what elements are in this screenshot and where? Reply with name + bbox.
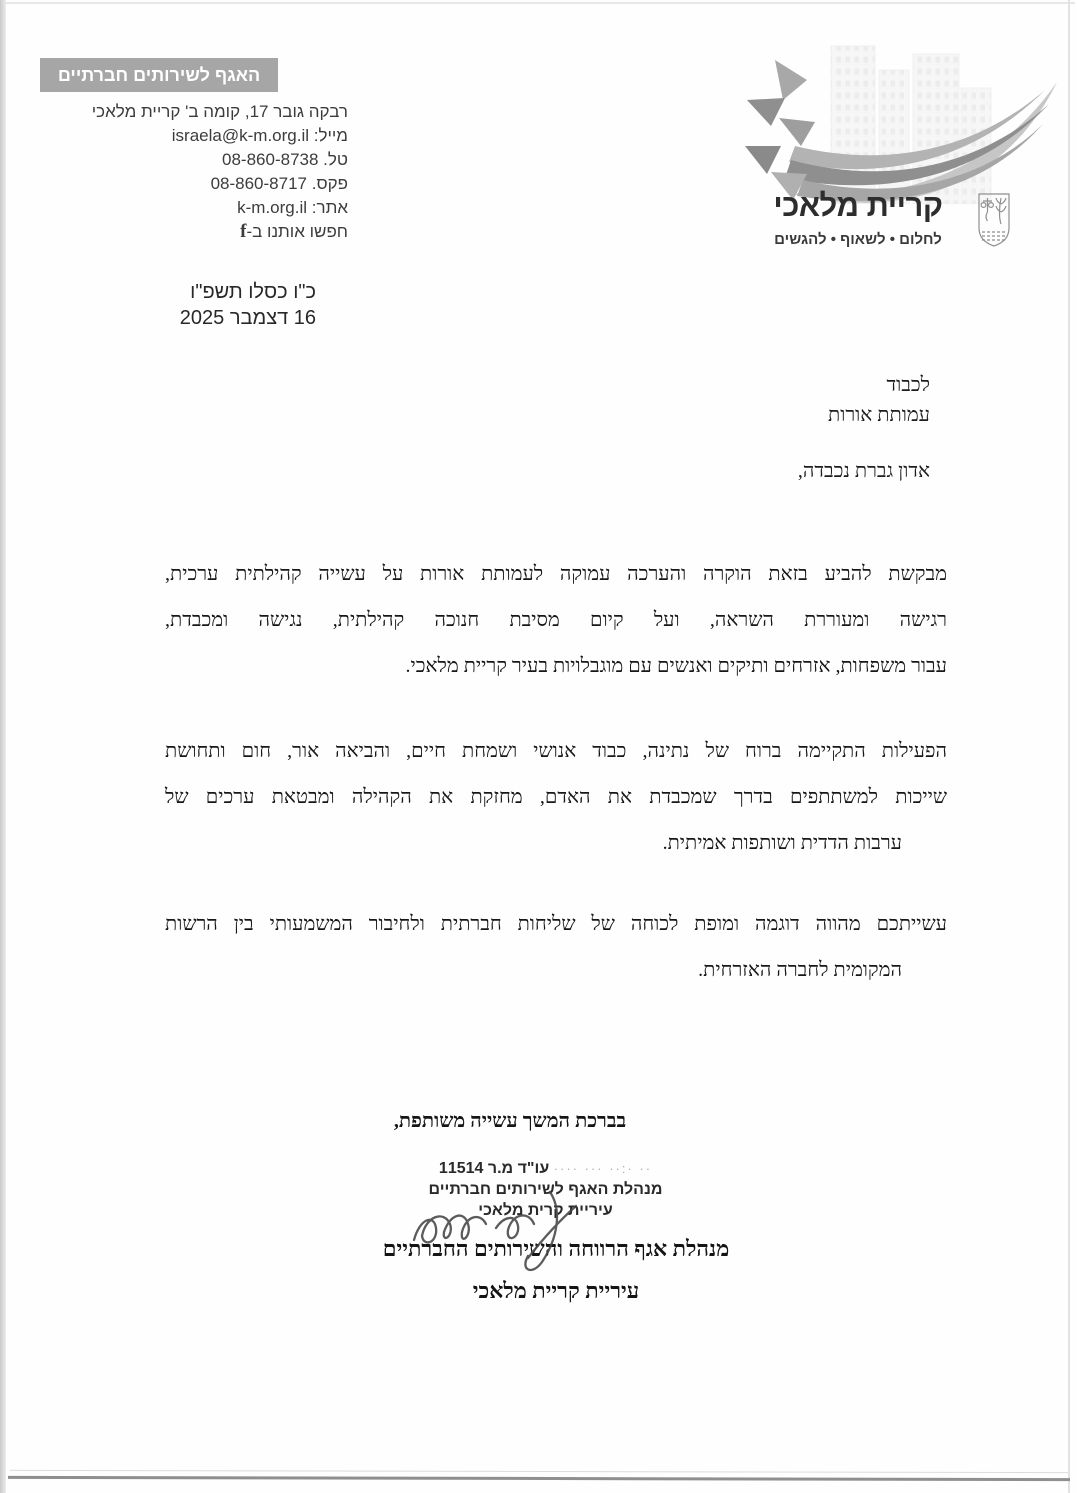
contact-phone-value: 08-860-8738 bbox=[222, 150, 319, 169]
recipient-salutation: אדון גברת נכבדה, bbox=[797, 460, 930, 482]
body-line: ערבות הדדית ושותפות אמיתית. bbox=[662, 832, 902, 854]
hebrew-date: כ"ו כסלו תשפ"ו bbox=[190, 281, 316, 303]
contact-email bbox=[38, 124, 348, 148]
stamp-title: מנהלת האגף לשירותים חברתיים bbox=[428, 1181, 663, 1198]
date-block bbox=[148, 279, 316, 331]
recipient-organization: עמותת אורות bbox=[828, 404, 930, 426]
scan-edge-left bbox=[0, 0, 6, 1493]
handwritten-signature bbox=[400, 1180, 665, 1280]
signer-organization: עיריית קריית מלאכי bbox=[472, 1278, 640, 1303]
logo-tagline: לחלום • לשאוף • להגשים bbox=[774, 231, 942, 248]
contact-phone bbox=[38, 148, 348, 172]
body-line: עשייתכם מהווה דוגמה ומופת לכוחה של שליחות חברתית ולחיבור המשמעותי בין הרשות bbox=[165, 913, 947, 935]
contact-email-label: מייל: bbox=[313, 126, 348, 145]
body-paragraph-1 bbox=[165, 551, 947, 689]
body-line: המקומית לחברה האזרחית. bbox=[698, 959, 902, 981]
body-line: מבקשת להביע בזאת הוקרה והערכה עמוקה לעמותת אורות על עשייה קהילתית ערכית, bbox=[165, 563, 947, 585]
stamp-org: עיריית קרית מלאכי bbox=[478, 1202, 613, 1219]
contact-facebook bbox=[38, 220, 348, 244]
signer-title: מנהלת אגף הרווחה והשירותים החברתיים bbox=[382, 1236, 730, 1261]
scan-edge-right bbox=[1068, 0, 1070, 1493]
closing-blessing: בברכת המשך עשייה משותפת, bbox=[393, 1110, 627, 1132]
logo-arrows-graphic bbox=[745, 42, 1063, 204]
body-paragraph-2 bbox=[165, 728, 947, 866]
gregorian-date: 16 דצמבר 2025 bbox=[179, 307, 316, 329]
scan-edge-bottom bbox=[8, 1476, 1070, 1481]
stamp-credentials: עו"ד מ.ר 11514 bbox=[438, 1160, 550, 1177]
body-line: שייכות למשתתפים בדרך שמכבדת את האדם, מחזקת את הקהילה ומבטאת ערכים של bbox=[165, 786, 947, 808]
contact-address: רבקה גובר 17, קומה ב' קריית מלאכי bbox=[91, 102, 348, 121]
recipient-to: לכבוד bbox=[886, 374, 930, 396]
facebook-icon: f bbox=[240, 221, 247, 242]
contact-fax-label: פקס. bbox=[311, 174, 348, 193]
department-title-box: האגף לשירותים חברתיים bbox=[40, 58, 278, 92]
logo-city-name: קריית מלאכי bbox=[773, 188, 943, 223]
contact-website-value: k-m.org.il bbox=[237, 198, 308, 217]
body-line: הפעילות התקיימה ברוח של נתינה, כבוד אנושי ושמחת חיים, והביאה אור, חום ותחושת bbox=[165, 740, 947, 762]
stamp-line-credentials bbox=[393, 1158, 698, 1179]
stamp-faint-name: ·· ·:·· ··· ···· bbox=[553, 1161, 653, 1176]
recipient-block bbox=[600, 370, 930, 486]
scan-edge-top bbox=[6, 2, 1075, 4]
contact-fax-value: 08-860-8717 bbox=[210, 174, 307, 193]
body-line: עבור משפחות, אזרחים ותיקים ואנשים עם מוגבלויות בעיר קריית מלאכי. bbox=[405, 655, 947, 677]
city-emblem-icon bbox=[976, 192, 1012, 248]
scan-edge-bottom-shadow bbox=[10, 1470, 1068, 1473]
contact-phone-label: טל. bbox=[323, 150, 348, 169]
contact-email-value: israela@k-m.org.il bbox=[171, 126, 310, 145]
body-line: רגישה ומעוררת השראה, ועל קיום מסיבת חנוכה קהילתית, נגישה ומכבדת, bbox=[165, 609, 947, 631]
contact-facebook-text: חפשו אותנו ב- bbox=[246, 222, 348, 241]
contact-fax bbox=[38, 172, 348, 196]
contact-website bbox=[38, 196, 348, 220]
contact-website-label: אתר: bbox=[311, 198, 348, 217]
contact-block bbox=[38, 100, 348, 244]
body-paragraph-3 bbox=[165, 901, 947, 993]
